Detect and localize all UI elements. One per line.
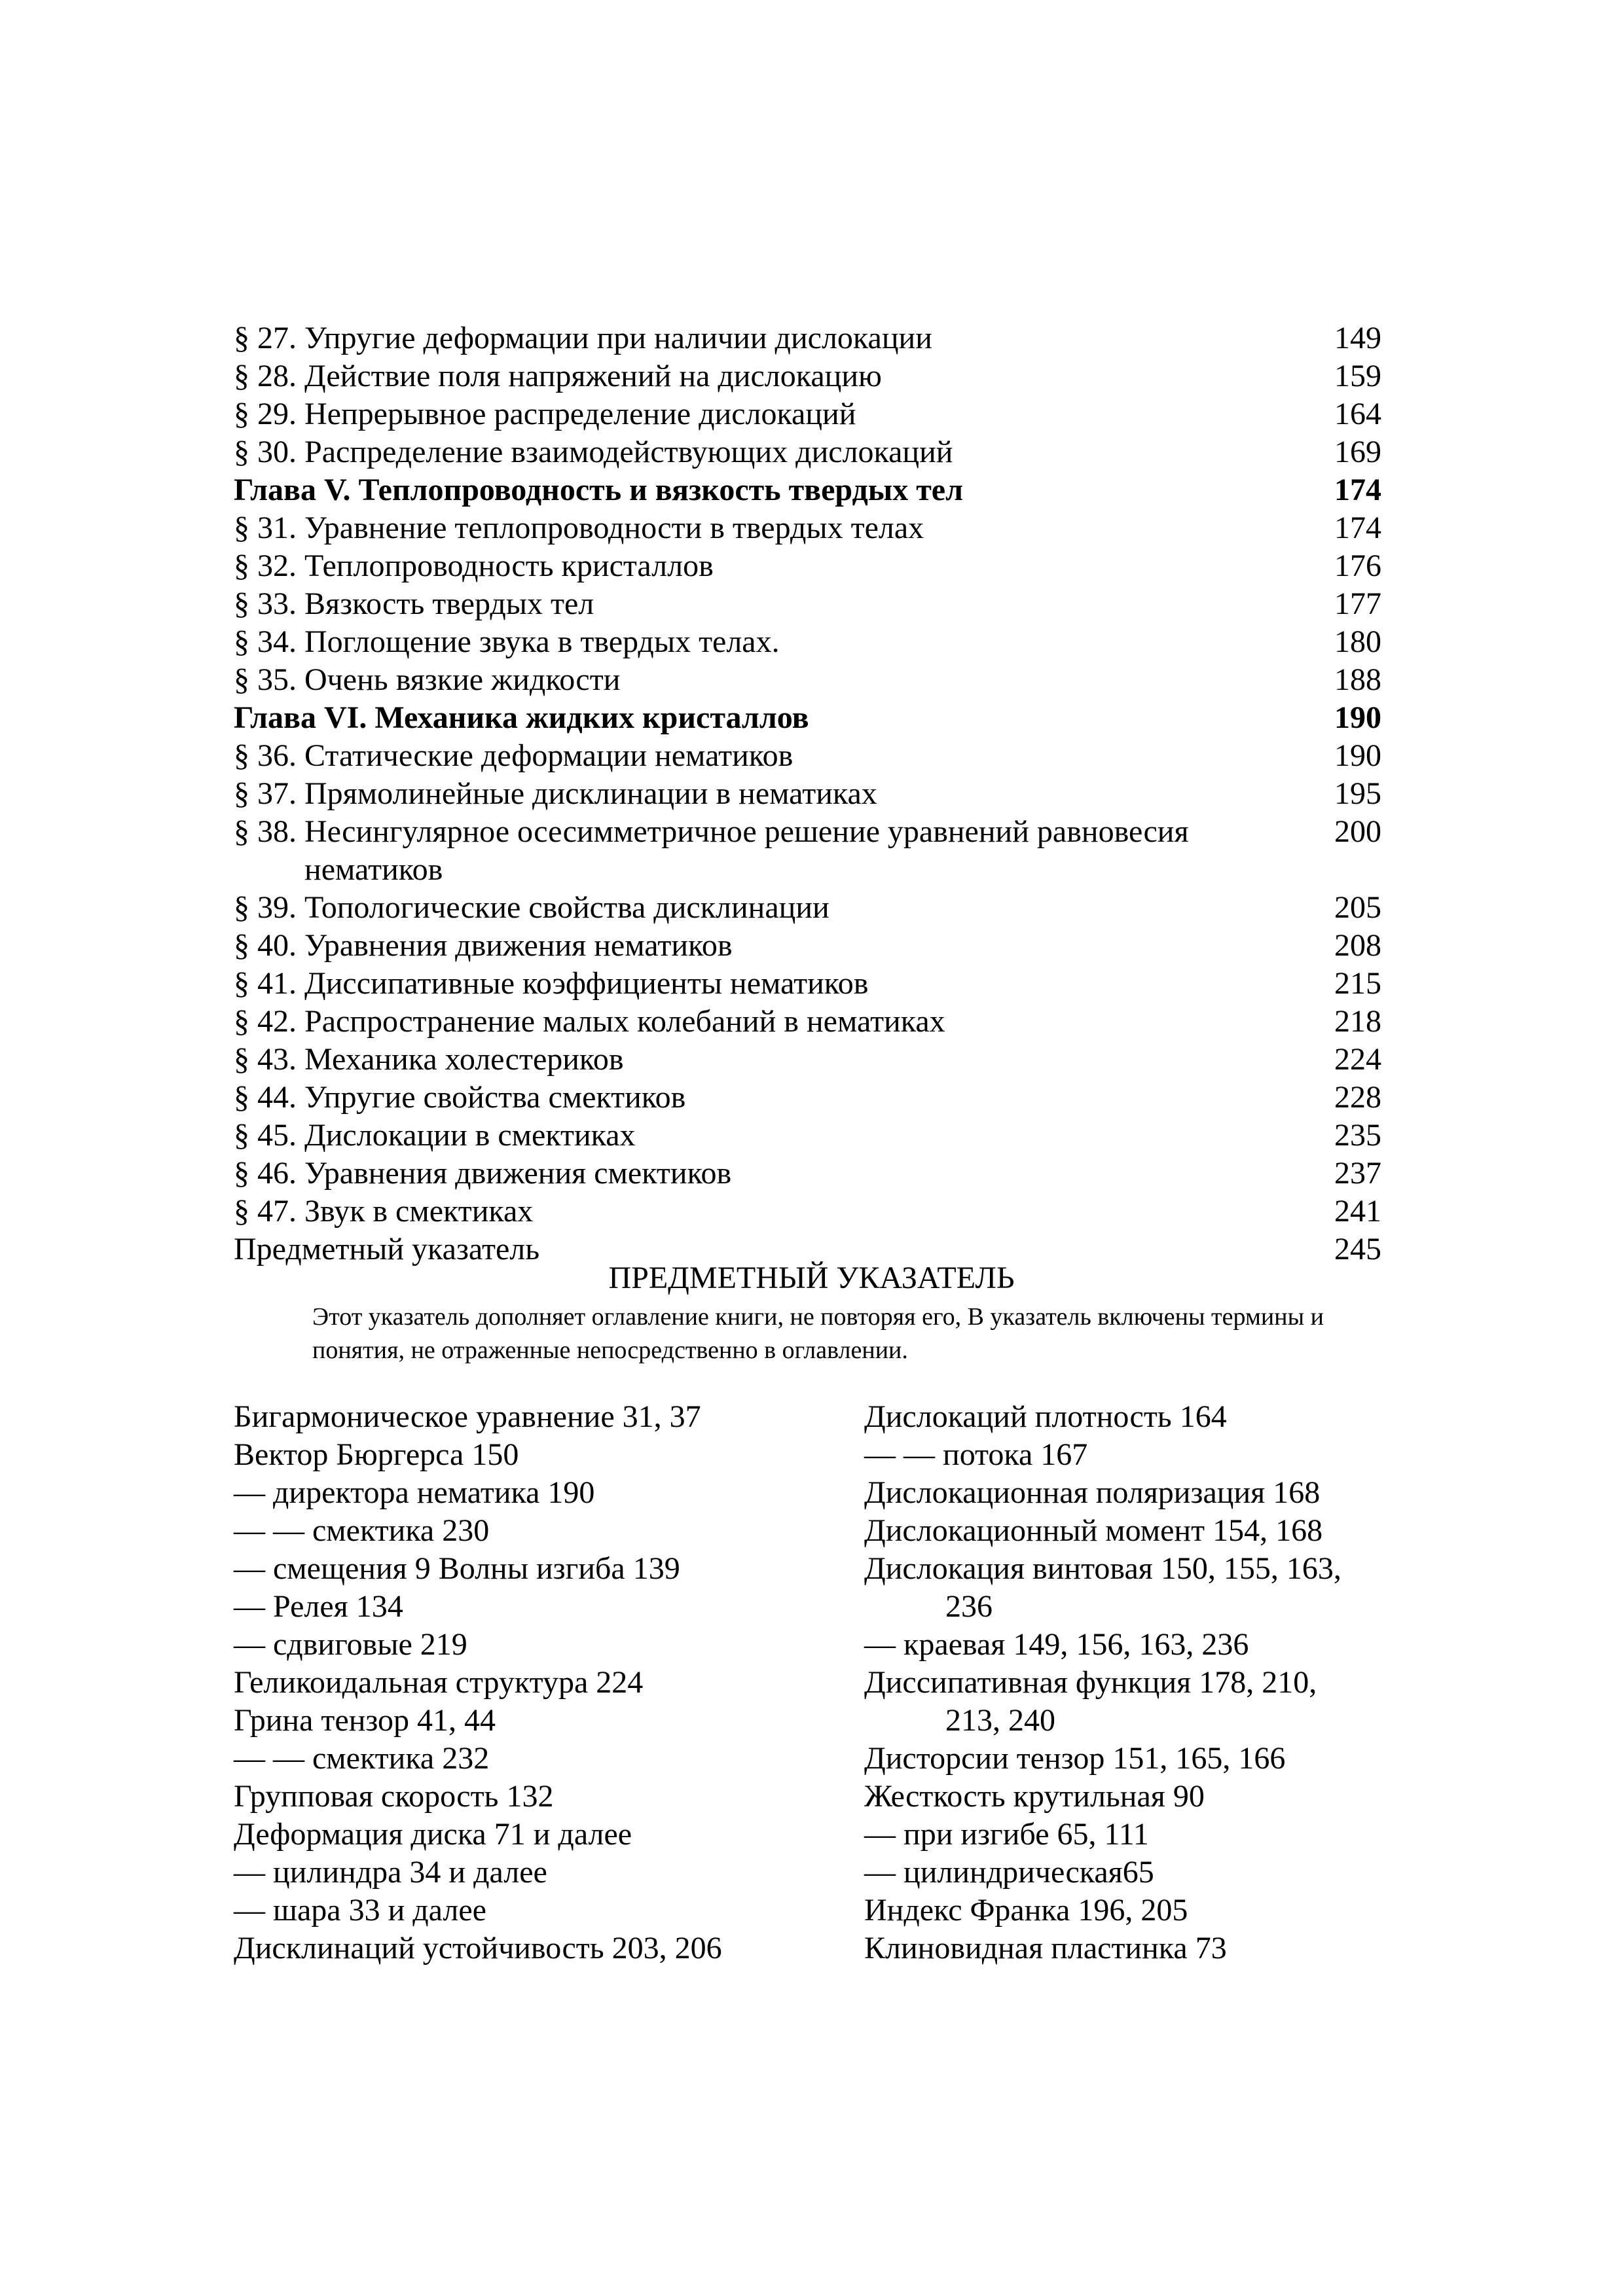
toc-row xyxy=(234,319,1381,357)
toc-chapter-row xyxy=(234,471,1381,509)
index-entry: — при изгибе 65, 111 xyxy=(864,1817,1149,1852)
index-entry: Геликоидальная структура 224 xyxy=(234,1665,644,1700)
toc-title: § 47. Звук в смектиках xyxy=(234,1194,534,1229)
toc-title: § 40. Уравнения движения нематиков xyxy=(234,928,733,963)
index-entry: — сдвиговые 219 xyxy=(234,1627,467,1662)
toc-row xyxy=(234,927,1381,965)
toc-title: § 36. Статические деформации нематиков xyxy=(234,738,793,773)
toc-page-number: 180 xyxy=(1334,624,1381,659)
toc-page-number: 177 xyxy=(1334,586,1381,621)
table-of-contents xyxy=(234,319,1381,1268)
toc-title: § 32. Теплопроводность кристаллов xyxy=(234,548,714,583)
toc-title: § 37. Прямолинейные дисклинации в нематиках xyxy=(234,776,877,811)
toc-title: § 46. Уравнения движения смектиков xyxy=(234,1156,732,1191)
toc-page-number: 176 xyxy=(1334,548,1381,583)
toc-page-number: 159 xyxy=(1334,359,1381,393)
index-entry: Грина тензор 41, 44 xyxy=(234,1703,496,1738)
toc-row xyxy=(234,547,1381,585)
index-entry-continuation: 236 xyxy=(945,1589,993,1624)
toc-page-number: 164 xyxy=(1334,397,1381,431)
index-entry: — цилиндра 34 и далее xyxy=(234,1855,547,1890)
toc-page-number: 235 xyxy=(1334,1118,1381,1153)
toc-row xyxy=(234,775,1381,813)
toc-row xyxy=(234,1117,1381,1155)
index-entry: Дислокационный момент 154, 168 xyxy=(864,1513,1323,1548)
toc-title: § 30. Распределение взаимодействующих дислокаций xyxy=(234,435,953,469)
toc-page-number: 149 xyxy=(1334,321,1381,355)
index-entry: — смещения 9 Волны изгиба 139 xyxy=(234,1551,680,1586)
toc-title: Глава V. Теплопроводность и вязкость твердых тел xyxy=(234,473,964,507)
index-entry: — Релея 134 xyxy=(234,1589,403,1624)
index-entry: Дислокация винтовая 150, 155, 163, 236 xyxy=(864,1550,1453,1626)
index-entry: — — смектика 230 xyxy=(234,1513,490,1548)
toc-title: § 38. Несингулярное осесимметричное решение уравнений равновесия нематиков xyxy=(234,813,1237,889)
toc-title: Глава VI. Механика жидких кристаллов xyxy=(234,700,809,735)
toc-title: § 29. Непрерывное распределение дислокаций xyxy=(234,397,856,431)
toc-chapter-row xyxy=(234,699,1381,737)
toc-page-number: 195 xyxy=(1334,776,1381,811)
toc-row xyxy=(234,1041,1381,1079)
toc-title: § 35. Очень вязкие жидкости xyxy=(234,662,621,697)
toc-row xyxy=(234,1003,1381,1041)
toc-title: § 43. Механика холестериков xyxy=(234,1042,624,1077)
index-entry: Бигармоническое уравнение 31, 37 xyxy=(234,1399,701,1434)
index-entry: Жесткость крутильная 90 xyxy=(864,1779,1205,1814)
toc-page-number: 218 xyxy=(1334,1004,1381,1039)
index-entry: — шара 33 и далее xyxy=(234,1893,486,1928)
toc-page-number: 188 xyxy=(1334,662,1381,697)
index-entry: Индекс Франка 196, 205 xyxy=(864,1893,1188,1928)
toc-page-number: 190 xyxy=(1334,700,1381,735)
toc-title: § 28. Действие поля напряжений на дислокацию xyxy=(234,359,882,393)
toc-page-number: 174 xyxy=(1334,511,1381,545)
toc-row xyxy=(234,433,1381,471)
toc-row xyxy=(234,965,1381,1003)
toc-page-number: 228 xyxy=(1334,1080,1381,1115)
toc-title: § 45. Дислокации в смектиках xyxy=(234,1118,636,1153)
index-entry: Дислокаций плотность 164 xyxy=(864,1399,1227,1434)
toc-page-number: 224 xyxy=(1334,1042,1381,1077)
toc-row xyxy=(234,813,1381,889)
index-intro: Этот указатель дополняет оглавление книги, не повторяя его, В указатель включены термины и понятия, не отраженные непосредственно в оглавлении. xyxy=(312,1303,1324,1364)
index-heading: ПРЕДМЕТНЫЙ УКАЗАТЕЛЬ xyxy=(608,1261,1015,1295)
toc-page-number: 205 xyxy=(1334,890,1381,925)
toc-row xyxy=(234,737,1381,775)
toc-page-number: 215 xyxy=(1334,966,1381,1001)
toc-title: § 31. Уравнение теплопроводности в твердых телах xyxy=(234,511,924,545)
toc-row xyxy=(234,623,1381,661)
toc-page-number: 190 xyxy=(1334,738,1381,773)
toc-row xyxy=(234,1079,1381,1117)
toc-row xyxy=(234,585,1381,623)
toc-row xyxy=(234,889,1381,927)
index-entry: — директора нематика 190 xyxy=(234,1475,595,1510)
index-entry: Дисклинаций устойчивость 203, 206 xyxy=(234,1931,722,1965)
toc-page-number: 208 xyxy=(1334,928,1381,963)
index-entry: — — смектика 232 xyxy=(234,1741,490,1776)
index-column-right xyxy=(864,1398,1453,1967)
index-entry: Дислокационная поляризация 168 xyxy=(864,1475,1321,1510)
toc-page-number: 169 xyxy=(1334,435,1381,469)
toc-title: § 41. Диссипативные коэффициенты нематиков xyxy=(234,966,869,1001)
toc-row xyxy=(234,395,1381,433)
index-entry: Диссипативная функция 178, 210, 213, 240 xyxy=(864,1664,1453,1740)
toc-title: § 42. Распространение малых колебаний в нематиках xyxy=(234,1004,945,1039)
toc-title: § 33. Вязкость твердых тел xyxy=(234,586,594,621)
toc-page-number: 200 xyxy=(1334,814,1381,849)
index-entry: Деформация диска 71 и далее xyxy=(234,1817,632,1852)
index-entry: Вектор Бюргерса 150 xyxy=(234,1437,519,1472)
toc-row xyxy=(234,1193,1381,1230)
index-entry: Групповая скорость 132 xyxy=(234,1779,554,1814)
index-entry: Клиновидная пластинка 73 xyxy=(864,1931,1227,1965)
index-entry: — цилиндрическая65 xyxy=(864,1855,1154,1890)
toc-title: § 44. Упругие свойства смектиков xyxy=(234,1080,686,1115)
toc-title: § 27. Упругие деформации при наличии дислокации xyxy=(234,321,932,355)
index-entry: Дисторсии тензор 151, 165, 166 xyxy=(864,1741,1286,1776)
toc-page-number: 237 xyxy=(1334,1156,1381,1191)
toc-row xyxy=(234,357,1381,395)
index-column-left xyxy=(234,1398,843,1967)
toc-title: § 39. Топологические свойства дисклинации xyxy=(234,890,830,925)
toc-page-number: 174 xyxy=(1334,473,1381,507)
toc-page-number: 241 xyxy=(1334,1194,1381,1229)
toc-row xyxy=(234,1155,1381,1193)
index-entry: — — потока 167 xyxy=(864,1437,1088,1472)
index-entry: — краевая 149, 156, 163, 236 xyxy=(864,1627,1249,1662)
toc-title: Предметный указатель xyxy=(234,1232,540,1266)
toc-page-number: 245 xyxy=(1334,1232,1381,1266)
toc-row xyxy=(234,661,1381,699)
toc-row xyxy=(234,509,1381,547)
toc-title: § 34. Поглощение звука в твердых телах. xyxy=(234,624,780,659)
toc-title-continuation: нематиков xyxy=(304,852,443,887)
index-entry-continuation: 213, 240 xyxy=(945,1703,1055,1738)
